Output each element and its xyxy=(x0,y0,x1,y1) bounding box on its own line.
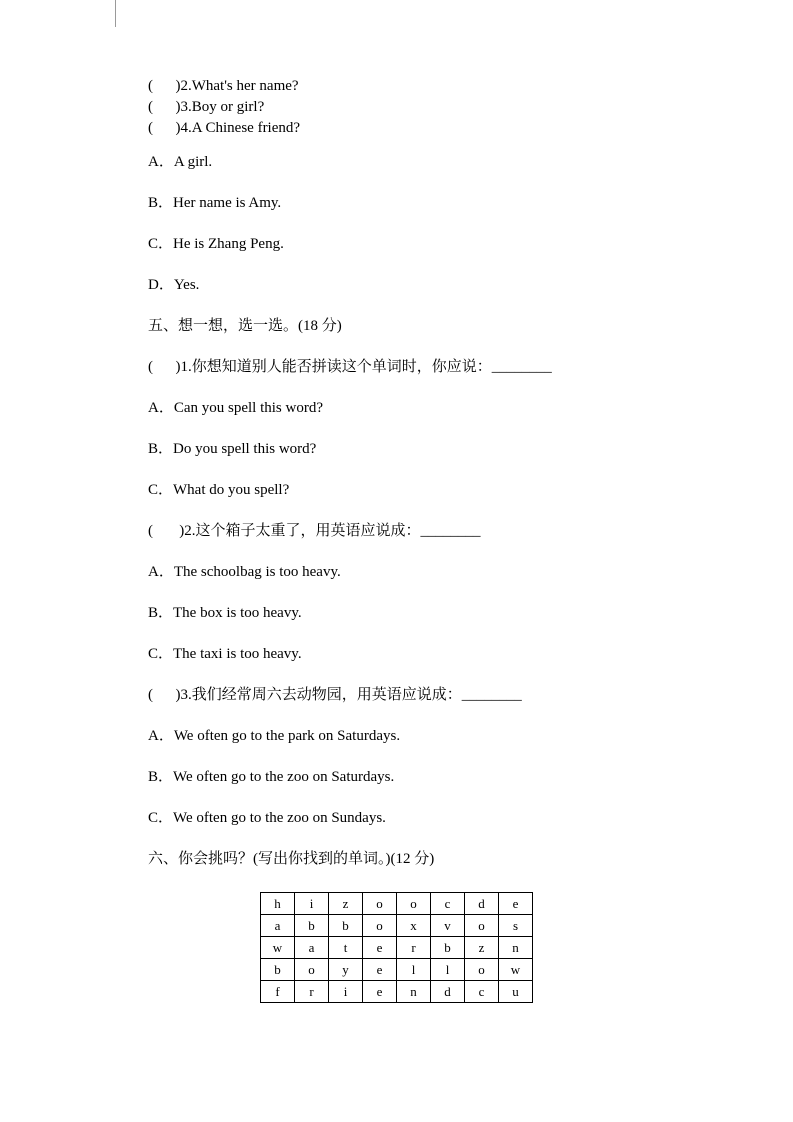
question-stem: ( )1.你想知道别人能否拼读这个单词时，你应说：________ xyxy=(148,359,552,375)
answer-option: D．Yes. xyxy=(148,277,200,293)
word-search-grid-wrap xyxy=(260,892,748,1003)
table-row xyxy=(261,915,533,937)
table-row xyxy=(261,981,533,1003)
answer-option: A．Can you spell this word? xyxy=(148,400,323,416)
section-title: 五、想一想，选一选。(18 分) xyxy=(148,318,342,334)
table-row xyxy=(261,937,533,959)
letter-cell: o xyxy=(465,915,499,937)
letter-cell: l xyxy=(431,959,465,981)
answer-option: C．We often go to the zoo on Sundays. xyxy=(148,810,386,826)
letter-cell: i xyxy=(295,893,329,915)
table-row xyxy=(261,893,533,915)
answer-option: C．What do you spell? xyxy=(148,482,290,498)
letter-cell: b xyxy=(261,959,295,981)
letter-cell: v xyxy=(431,915,465,937)
letter-cell: u xyxy=(499,981,533,1003)
letter-cell: d xyxy=(431,981,465,1003)
letter-cell: e xyxy=(363,959,397,981)
question-line: ( )3.Boy or girl? xyxy=(148,99,265,115)
letter-cell: c xyxy=(431,893,465,915)
letter-cell: f xyxy=(261,981,295,1003)
answer-option: C．The taxi is too heavy. xyxy=(148,646,302,662)
letter-cell: i xyxy=(329,981,363,1003)
letter-cell: o xyxy=(397,893,431,915)
answer-option: A．We often go to the park on Saturdays. xyxy=(148,728,401,744)
answer-option: A．A girl. xyxy=(148,154,213,170)
answer-option: A．The schoolbag is too heavy. xyxy=(148,564,341,580)
answer-option: B．We often go to the zoo on Saturdays. xyxy=(148,769,395,785)
word-search-table xyxy=(260,892,533,1003)
letter-cell: w xyxy=(261,937,295,959)
letter-cell: w xyxy=(499,959,533,981)
letter-cell: b xyxy=(329,915,363,937)
letter-cell: o xyxy=(363,893,397,915)
answer-option: B．Her name is Amy. xyxy=(148,195,282,211)
letter-cell: z xyxy=(465,937,499,959)
answer-option: C．He is Zhang Peng. xyxy=(148,236,284,252)
answer-option: B．The box is too heavy. xyxy=(148,605,302,621)
table-row xyxy=(261,959,533,981)
page-edge-mark xyxy=(115,0,116,27)
letter-cell: o xyxy=(363,915,397,937)
letter-cell: t xyxy=(329,937,363,959)
letter-cell: s xyxy=(499,915,533,937)
letter-cell: c xyxy=(465,981,499,1003)
question-line: ( )2.What's her name? xyxy=(148,78,299,94)
letter-cell: e xyxy=(499,893,533,915)
letter-cell: h xyxy=(261,893,295,915)
question-stem: ( )3.我们经常周六去动物园，用英语应说成：________ xyxy=(148,687,522,703)
question-stem: ( )2.这个箱子太重了，用英语应说成：________ xyxy=(148,523,481,539)
letter-cell: r xyxy=(397,937,431,959)
letter-cell: d xyxy=(465,893,499,915)
letter-cell: n xyxy=(397,981,431,1003)
section-title: 六、你会挑吗？(写出你找到的单词。)(12 分) xyxy=(148,851,435,867)
letter-cell: o xyxy=(465,959,499,981)
document-content xyxy=(148,76,748,1003)
letter-cell: a xyxy=(261,915,295,937)
question-line: ( )4.A Chinese friend? xyxy=(148,120,301,136)
letter-cell: l xyxy=(397,959,431,981)
letter-cell: b xyxy=(295,915,329,937)
letter-cell: x xyxy=(397,915,431,937)
answer-option: B．Do you spell this word? xyxy=(148,441,317,457)
letter-cell: e xyxy=(363,981,397,1003)
letter-cell: a xyxy=(295,937,329,959)
letter-cell: y xyxy=(329,959,363,981)
letter-cell: o xyxy=(295,959,329,981)
letter-cell: z xyxy=(329,893,363,915)
letter-cell: e xyxy=(363,937,397,959)
letter-cell: r xyxy=(295,981,329,1003)
letter-cell: n xyxy=(499,937,533,959)
letter-cell: b xyxy=(431,937,465,959)
